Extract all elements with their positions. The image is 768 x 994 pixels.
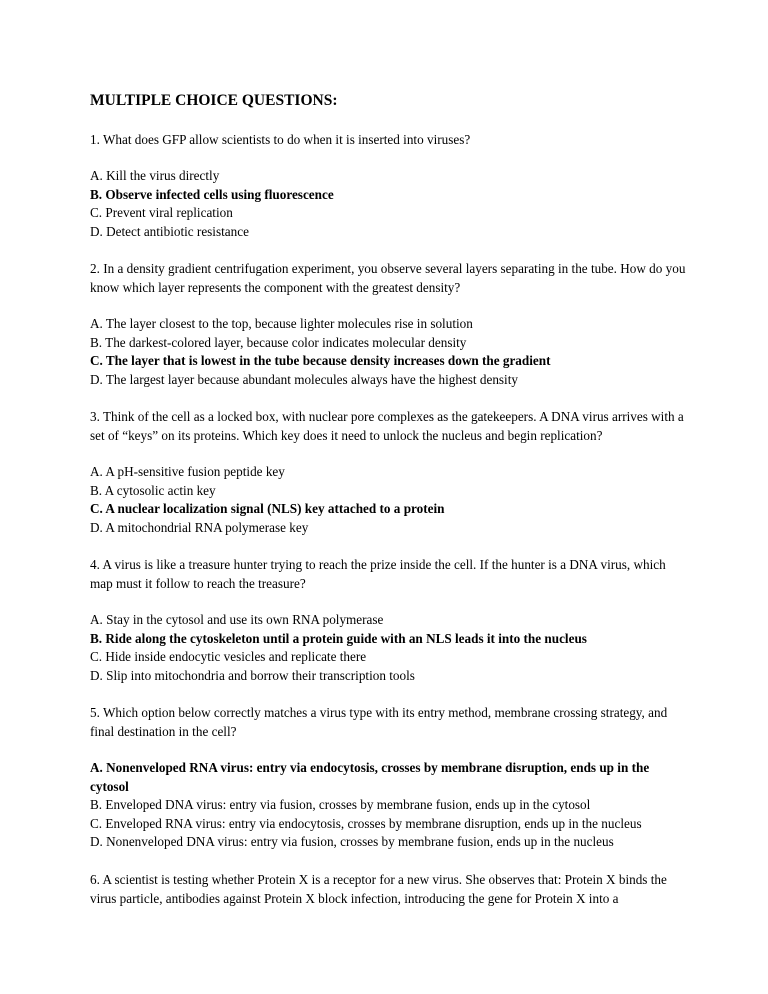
question-1	[90, 130, 690, 241]
option-a: A. Stay in the cytosol and use its own RNA polymerase	[90, 612, 384, 627]
option-a: A. A pH-sensitive fusion peptide key	[90, 464, 285, 479]
option-a: A. Kill the virus directly	[90, 168, 220, 183]
question-text: 5. Which option below correctly matches a virus type with its entry method, membrane crossing strategy, and final destination in the cell?	[90, 705, 668, 739]
option-d: D. Detect antibiotic resistance	[90, 223, 249, 239]
question-text: 6. A scientist is testing whether Protein X is a receptor for a new virus. She observes that: Protein X binds the virus particle, antibodies against Protein X block infection, introducing the gene for Protein X into a	[90, 871, 667, 906]
option-d: D. Slip into mitochondria and borrow their transcription tools	[90, 667, 415, 683]
option-c: C. Enveloped RNA virus: entry via endocytosis, crosses by membrane disruption, ends up in the nucleus	[90, 815, 642, 831]
question-text: 3. Think of the cell as a locked box, with nuclear pore complexes as the gatekeepers. A DNA virus arrives with a set of “keys” on its proteins. Which key does it need to unlock the nucleus and begin replication?	[90, 409, 684, 443]
question-text: 2. In a density gradient centrifugation experiment, you observe several layers separating in the tube. How do you know which layer represents the component with the greatest density?	[90, 261, 686, 295]
question-4	[90, 555, 690, 685]
document-page	[90, 92, 690, 926]
question-text: 1. What does GFP allow scientists to do when it is inserted into viruses?	[90, 132, 471, 147]
option-b-correct: B. Ride along the cytoskeleton until a protein guide with an NLS leads it into the nucleus	[90, 630, 587, 646]
section-heading: MULTIPLE CHOICE QUESTIONS:	[90, 92, 338, 109]
option-d: D. Nonenveloped DNA virus: entry via fusion, crosses by membrane fusion, ends up in the nucleus	[90, 834, 614, 849]
option-a-correct: A. Nonenveloped RNA virus: entry via endocytosis, crosses by membrane disruption, ends up in the cytosol	[90, 760, 650, 794]
option-b: B. The darkest-colored layer, because color indicates molecular density	[90, 334, 467, 350]
option-b: B. Enveloped DNA virus: entry via fusion, crosses by membrane fusion, ends up in the cytosol	[90, 797, 591, 812]
option-c: C. Hide inside endocytic vesicles and replicate there	[90, 649, 367, 664]
question-2	[90, 259, 690, 389]
option-c: C. Prevent viral replication	[90, 205, 233, 220]
option-a: A. The layer closest to the top, because lighter molecules rise in solution	[90, 316, 473, 331]
question-5	[90, 703, 690, 852]
option-b: B. A cytosolic actin key	[90, 482, 216, 498]
question-text: 4. A virus is like a treasure hunter trying to reach the prize inside the cell. If the hunter is a DNA virus, which map must it follow to reach the treasure?	[90, 557, 666, 591]
question-3	[90, 407, 690, 537]
option-b-correct: B. Observe infected cells using fluorescence	[90, 186, 334, 202]
option-d: D. The largest layer because abundant molecules always have the highest density	[90, 371, 518, 387]
option-d: D. A mitochondrial RNA polymerase key	[90, 519, 309, 535]
option-c-correct: C. The layer that is lowest in the tube because density increases down the gradient	[90, 353, 551, 368]
option-c-correct: C. A nuclear localization signal (NLS) key attached to a protein	[90, 501, 445, 516]
question-6	[90, 870, 690, 908]
